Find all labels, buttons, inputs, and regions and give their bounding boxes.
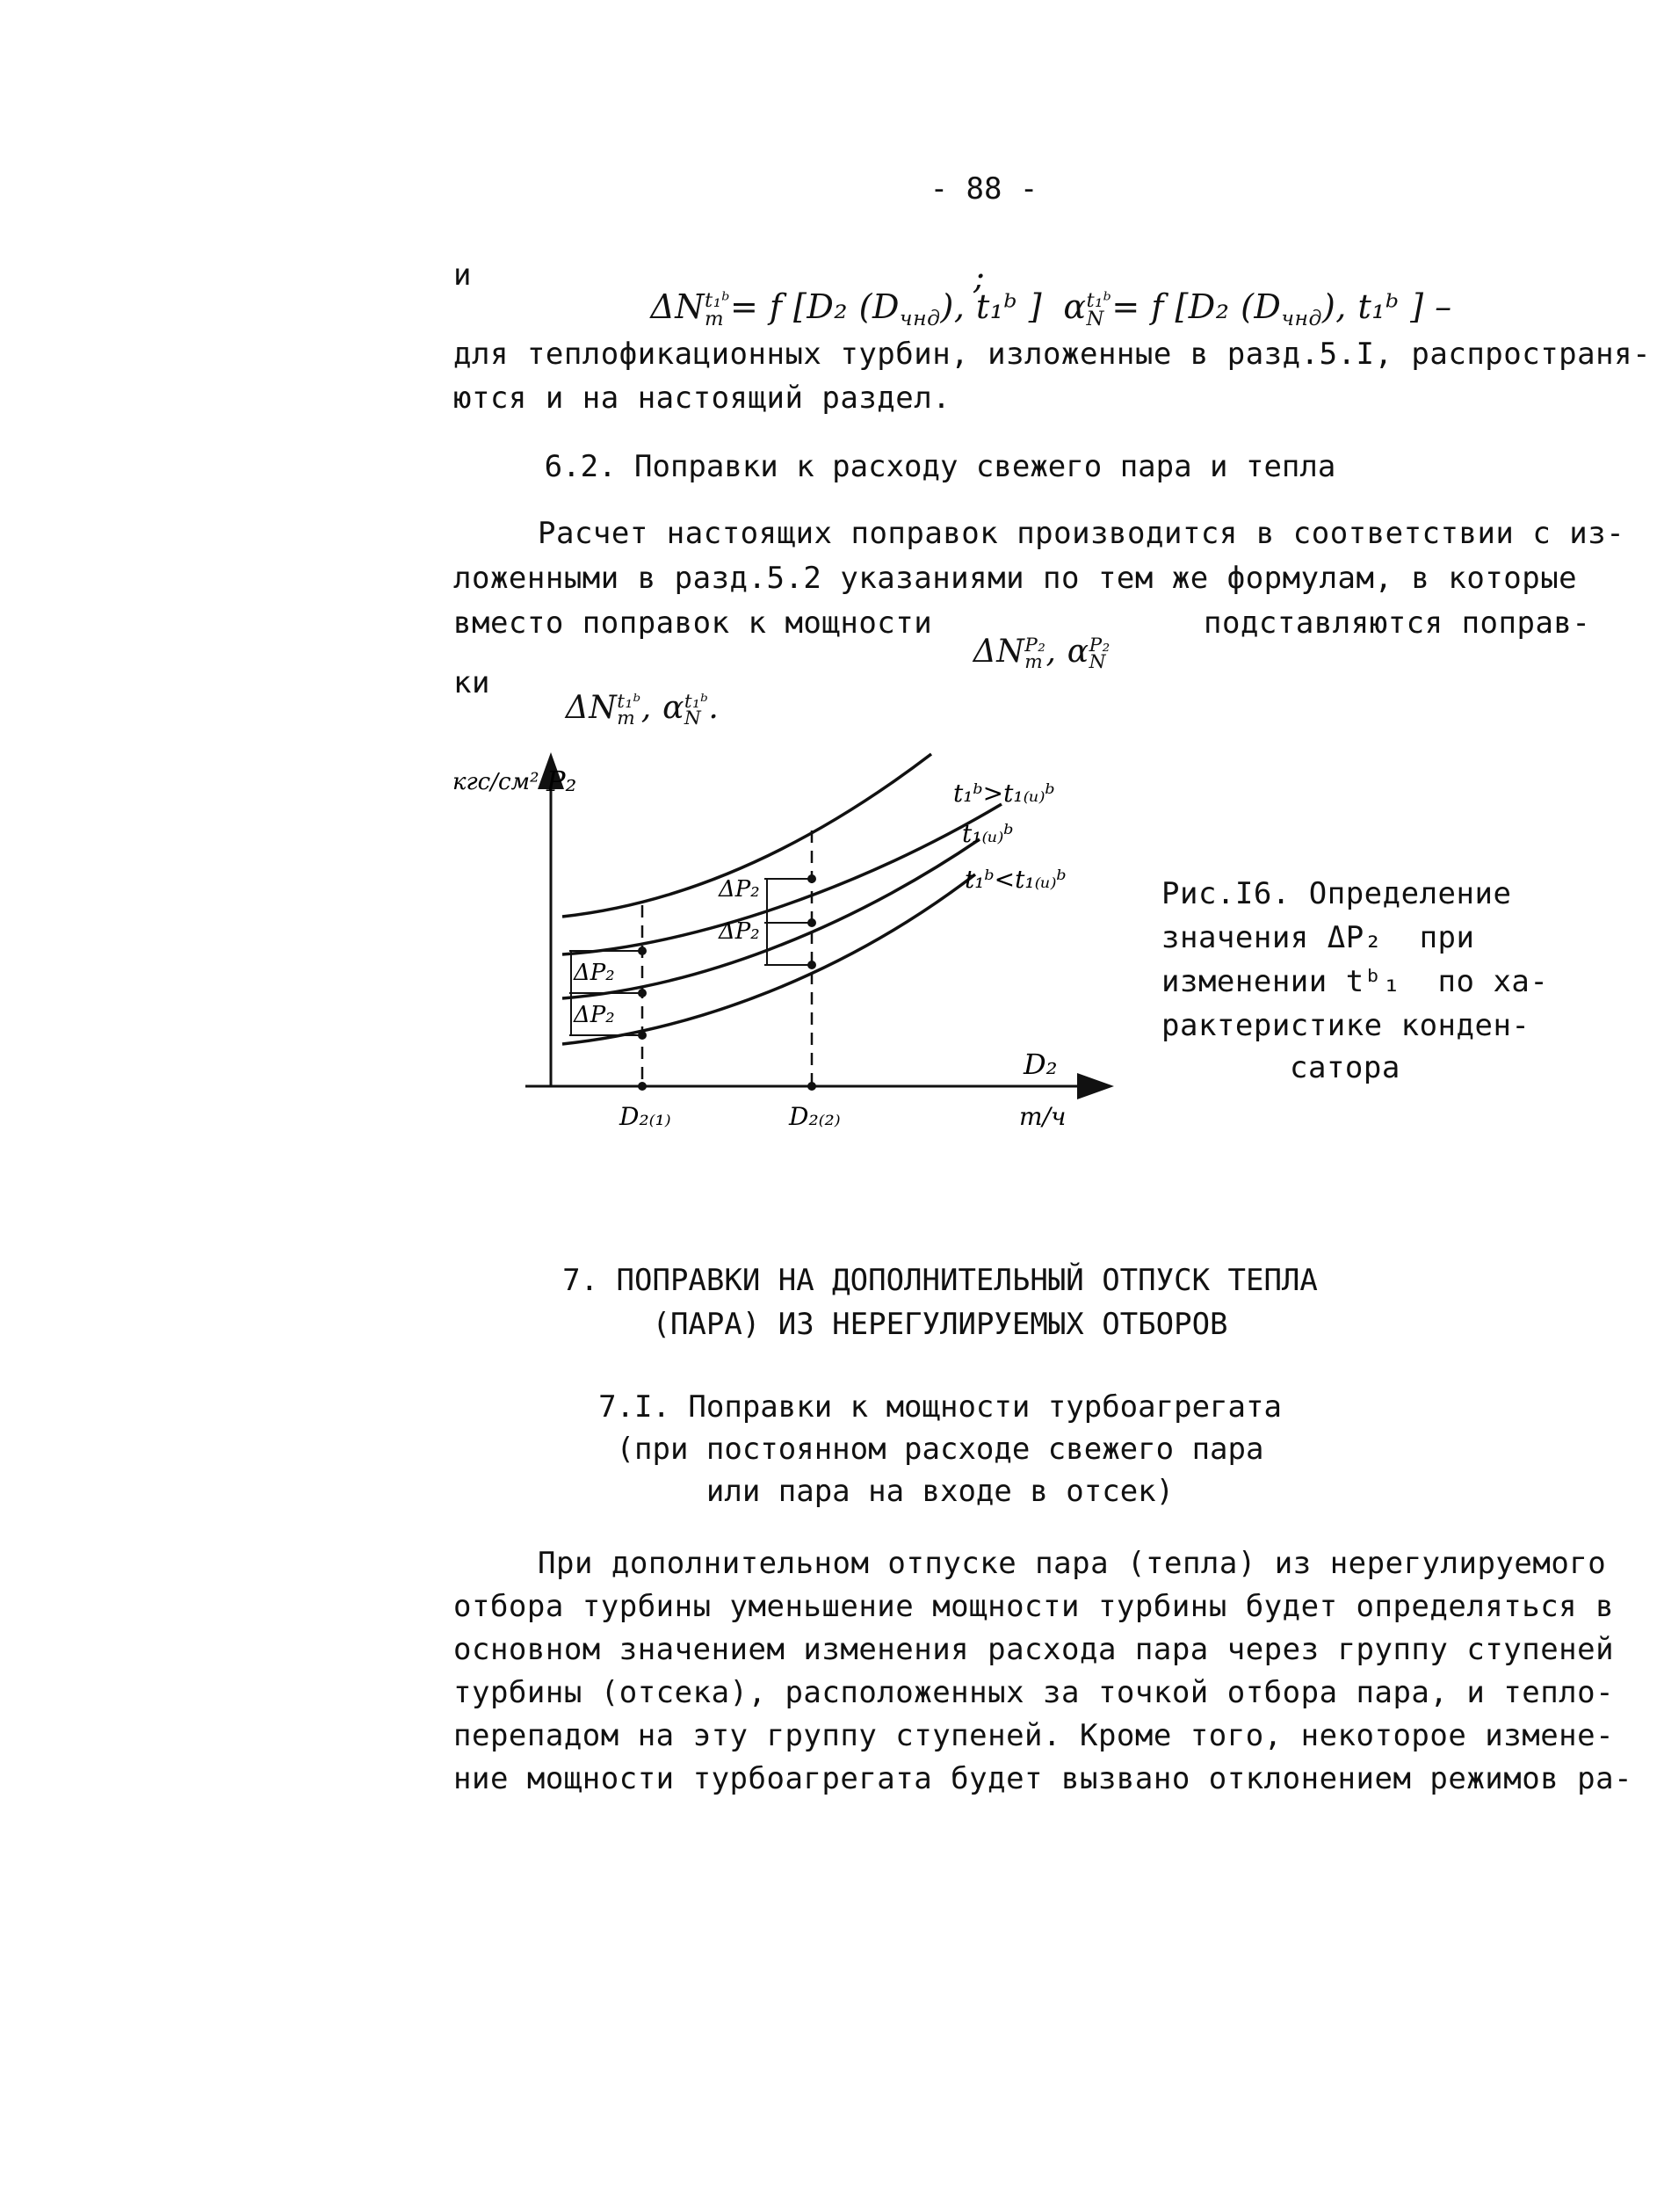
math-delta-n-p2: ΔN P₂ т , α P₂ N: [973, 634, 1111, 673]
section-7-1-heading-line-2: (при постоянном расходе свежего пара: [616, 1432, 1264, 1467]
formula-separator: ;: [973, 257, 986, 296]
formula-alpha-n: α t₁ᵇ N = f [D₂ $(D_{чнд})$, t₁ᵇ ] –: [1063, 287, 1452, 331]
formula-delta-n: ΔN t₁ᵇ т = f [D₂ $(D_{чнд})$, t₁ᵇ ]: [650, 287, 1043, 331]
curve-label-lower: t₁ᵇ<t₁₍ᵤ₎ᵇ: [965, 865, 1067, 894]
x-tick-d2-2: D₂₍₂₎: [789, 1102, 841, 1131]
section-6-2-line-1: Расчет настоящих поправок производится в соответствии с из-: [538, 516, 1625, 551]
curve-middle: [562, 839, 980, 998]
math-delta-n-t1: ΔN t₁ᵇ т , α t₁ᵇ N .: [565, 690, 720, 729]
curve-lower: [562, 874, 975, 1044]
section-6-2-heading: 6.2. Поправки к расходу свежего пара и тепла: [544, 449, 1336, 484]
intro-line-2: ются и на настоящий раздел.: [453, 381, 951, 416]
section-7-1-heading-line-3: или пара на входе в отсек): [705, 1474, 1175, 1509]
section-7-heading-line-1: 7. ПОПРАВКИ НА ДОПОЛНИТЕЛЬНЫЙ ОТПУСК ТЕПЛА: [562, 1263, 1318, 1298]
section-7-1-heading-line-1: 7.I. Поправки к мощности турбоагрегата: [598, 1389, 1282, 1425]
x-tick-d2-1: D₂₍₁₎: [619, 1102, 671, 1131]
delta-label: ΔP₂: [719, 918, 760, 945]
y-axis-unit: кгс/см²: [452, 769, 539, 795]
x-axis-label: D₂: [1024, 1048, 1058, 1081]
intro-line-1: для теплофикационных турбин, изложенные в разд.5.I, распространя-: [453, 337, 1652, 372]
point: [807, 1082, 816, 1091]
point: [638, 1082, 647, 1091]
y-axis-label: P₂: [546, 765, 577, 798]
x-axis-unit: т/ч: [1019, 1102, 1067, 1131]
delta-label: ΔP₂: [574, 960, 615, 986]
section-6-2-line-2: ложенными в разд.5.2 указаниями по тем же формулам, в которые: [453, 561, 1578, 596]
delta-label: ΔP₂: [574, 1002, 615, 1028]
curve-label-middle: t₁₍ᵤ₎ᵇ: [962, 819, 1014, 848]
curve-label-upper: t₁ᵇ>t₁₍ᵤ₎ᵇ: [953, 779, 1055, 808]
page-number: - 88 -: [930, 171, 1038, 207]
delta-label: ΔP₂: [719, 876, 760, 903]
conjunction: и: [453, 257, 472, 293]
section-7-heading-line-2: (ПАРА) ИЗ НЕРЕГУЛИРУЕМЫХ ОТБОРОВ: [652, 1307, 1228, 1342]
